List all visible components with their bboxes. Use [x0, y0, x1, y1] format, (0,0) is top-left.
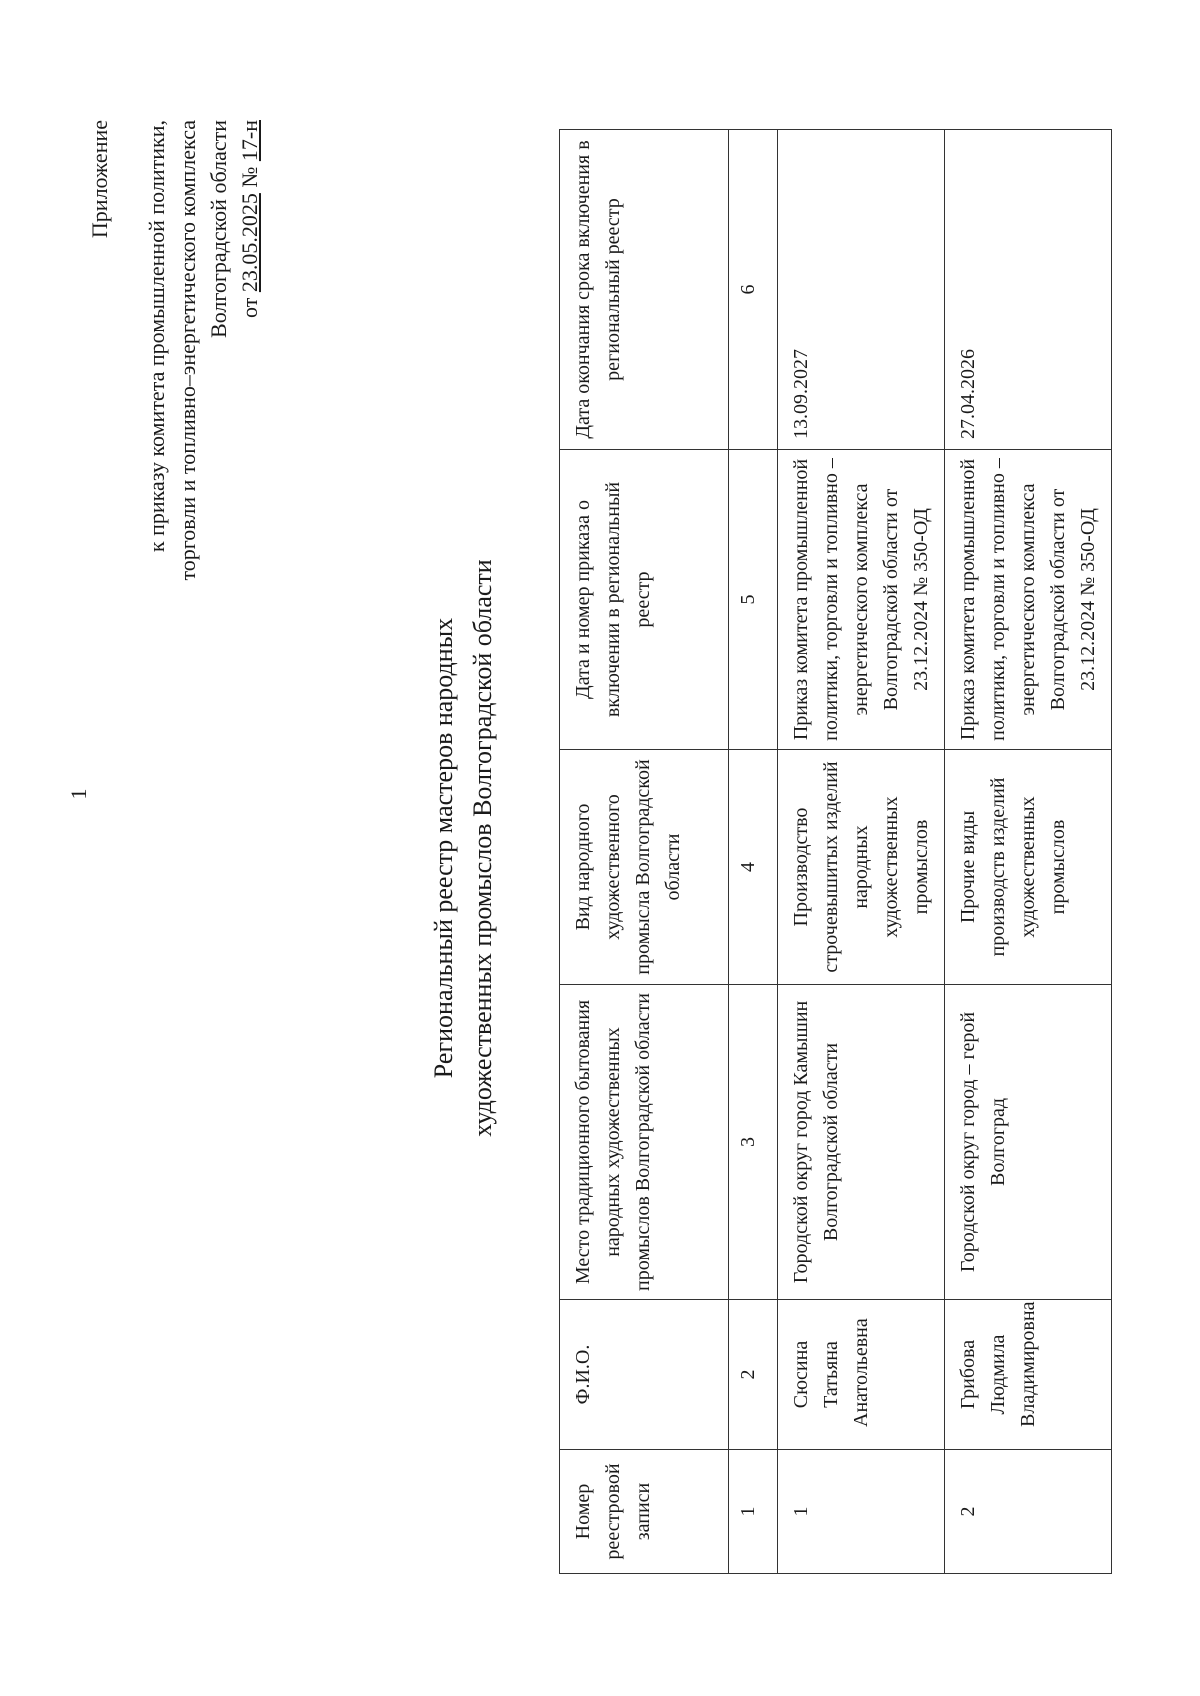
- appendix-date-prefix: от: [237, 292, 262, 318]
- column-header: Номер реестровой записи: [560, 1450, 729, 1574]
- craft-cell: Прочие виды производств изделий художественных промыслов: [945, 750, 1112, 985]
- table-header-row: [560, 130, 729, 1574]
- place-cell: Городской округ город Камышин Волгоградской области: [778, 985, 945, 1300]
- document-title-line-2: художественных промыслов Волгоградской области: [468, 559, 497, 1137]
- craft-cell: Производство строчевышитых изделий народных художественных промыслов: [778, 750, 945, 985]
- column-number: 2: [729, 1300, 778, 1450]
- column-header: Место традиционного бытования народных художественных промыслов Волгоградской области: [560, 985, 729, 1300]
- end-date-cell: 13.09.2027: [778, 130, 945, 450]
- column-header: Ф.И.О.: [560, 1300, 729, 1450]
- appendix-title: Приложение: [87, 120, 112, 239]
- column-header: Вид народного художественного промысла Волгоградской области: [560, 750, 729, 985]
- appendix-number: 17-н: [237, 120, 262, 162]
- column-number-row: [729, 130, 778, 1574]
- column-header: Дата и номер приказа о включении в региональный реестр: [560, 450, 729, 750]
- appendix-line-1: к приказу комитета промышленной политики,: [144, 120, 169, 553]
- record-number-cell: 2: [945, 1450, 1112, 1574]
- registry-table: [559, 129, 1112, 1574]
- appendix-date: 23.05.2025: [237, 193, 262, 293]
- column-number: 3: [729, 985, 778, 1300]
- column-number: 4: [729, 750, 778, 985]
- fio-cell: Сюсина Татьяна Анатольевна: [778, 1300, 945, 1450]
- column-number: 6: [729, 130, 778, 450]
- fio-cell: Грибова Людмила Владимировна: [945, 1300, 1112, 1450]
- order-cell: Приказ комитета промышленной политики, торговли и топливно – энергетического комплекса Волгоградской области от 23.12.2024 № 350-ОД: [778, 450, 945, 750]
- appendix-date-line: [234, 120, 265, 581]
- place-cell: Городской округ город – герой Волгоград: [945, 985, 1112, 1300]
- column-number: 1: [729, 1450, 778, 1574]
- order-cell: Приказ комитета промышленной политики, торговли и топливно – энергетического комплекса Волгоградской области от 23.12.2024 № 350-ОД: [945, 450, 1112, 750]
- end-date-cell: 27.04.2026: [945, 130, 1112, 450]
- table-row: [945, 130, 1112, 1574]
- appendix-line-2: торговли и топливно–энергетического комплекса: [175, 120, 200, 581]
- table-row: [778, 130, 945, 1574]
- record-number-cell: 1: [778, 1450, 945, 1574]
- appendix-number-sign: №: [237, 161, 262, 194]
- page-number: 1: [66, 788, 91, 800]
- document-title-line-1: Региональный реестр мастеров народных: [429, 617, 458, 1079]
- column-number: 5: [729, 450, 778, 750]
- appendix-block: [84, 120, 265, 581]
- document-title: [424, 0, 502, 1696]
- column-header: Дата окончания срока включения в региональный реестр: [560, 130, 729, 450]
- appendix-line-3: Волгоградской области: [206, 120, 231, 338]
